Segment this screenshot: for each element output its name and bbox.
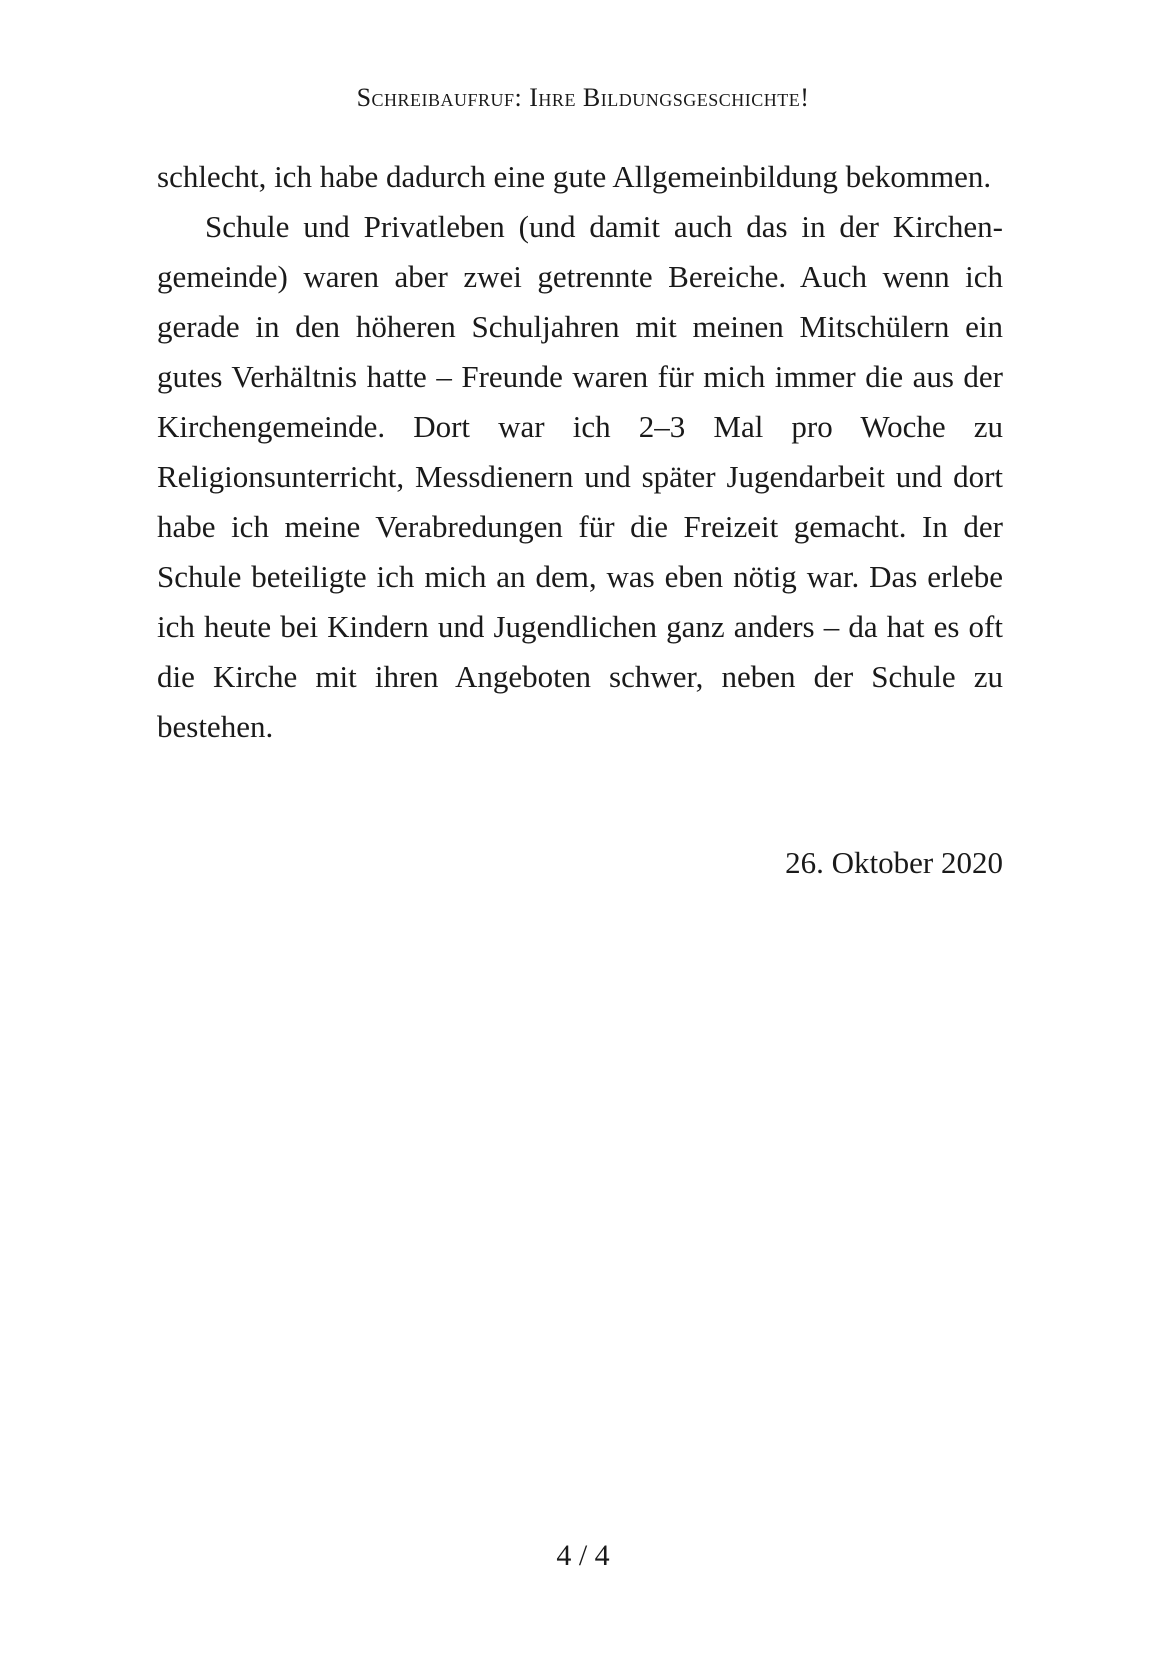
page-number: 4 / 4 (556, 1539, 610, 1572)
date-line: 26. Oktober 2020 (785, 845, 1003, 880)
paragraph-continued: schlecht, ich habe dadurch eine gute Allgemeinbildung bekommen. (157, 159, 992, 194)
running-header: Schreibaufruf: Ihre Bildungsgeschichte! (356, 83, 810, 112)
paragraph: Schule und Privatleben (und damit auch das in der Kirchengemeinde) waren aber zwei getrennte Bereiche. Auch wenn ich gerade in den höheren Schuljahren mit meinen Mitschülern ein gutes Verhältnis hatte – Freunde waren für mich immer die aus der Kirchengemeinde. Dort war ich 2–3 Mal pro Woche zu Religionsunterricht, Messdienern und später Jugendarbeit und dort habe ich meine Verabredungen für die Freizeit gemacht. In der Schule beteiligte ich mich an dem, was eben nötig war. Das erlebe ich heute bei Kindern und Jugendlichen ganz anders – da hat es oft die Kirche mit ihren Angeboten schwer, neben der Schule zu bestehen. (157, 209, 1003, 744)
body-text (157, 152, 1003, 752)
